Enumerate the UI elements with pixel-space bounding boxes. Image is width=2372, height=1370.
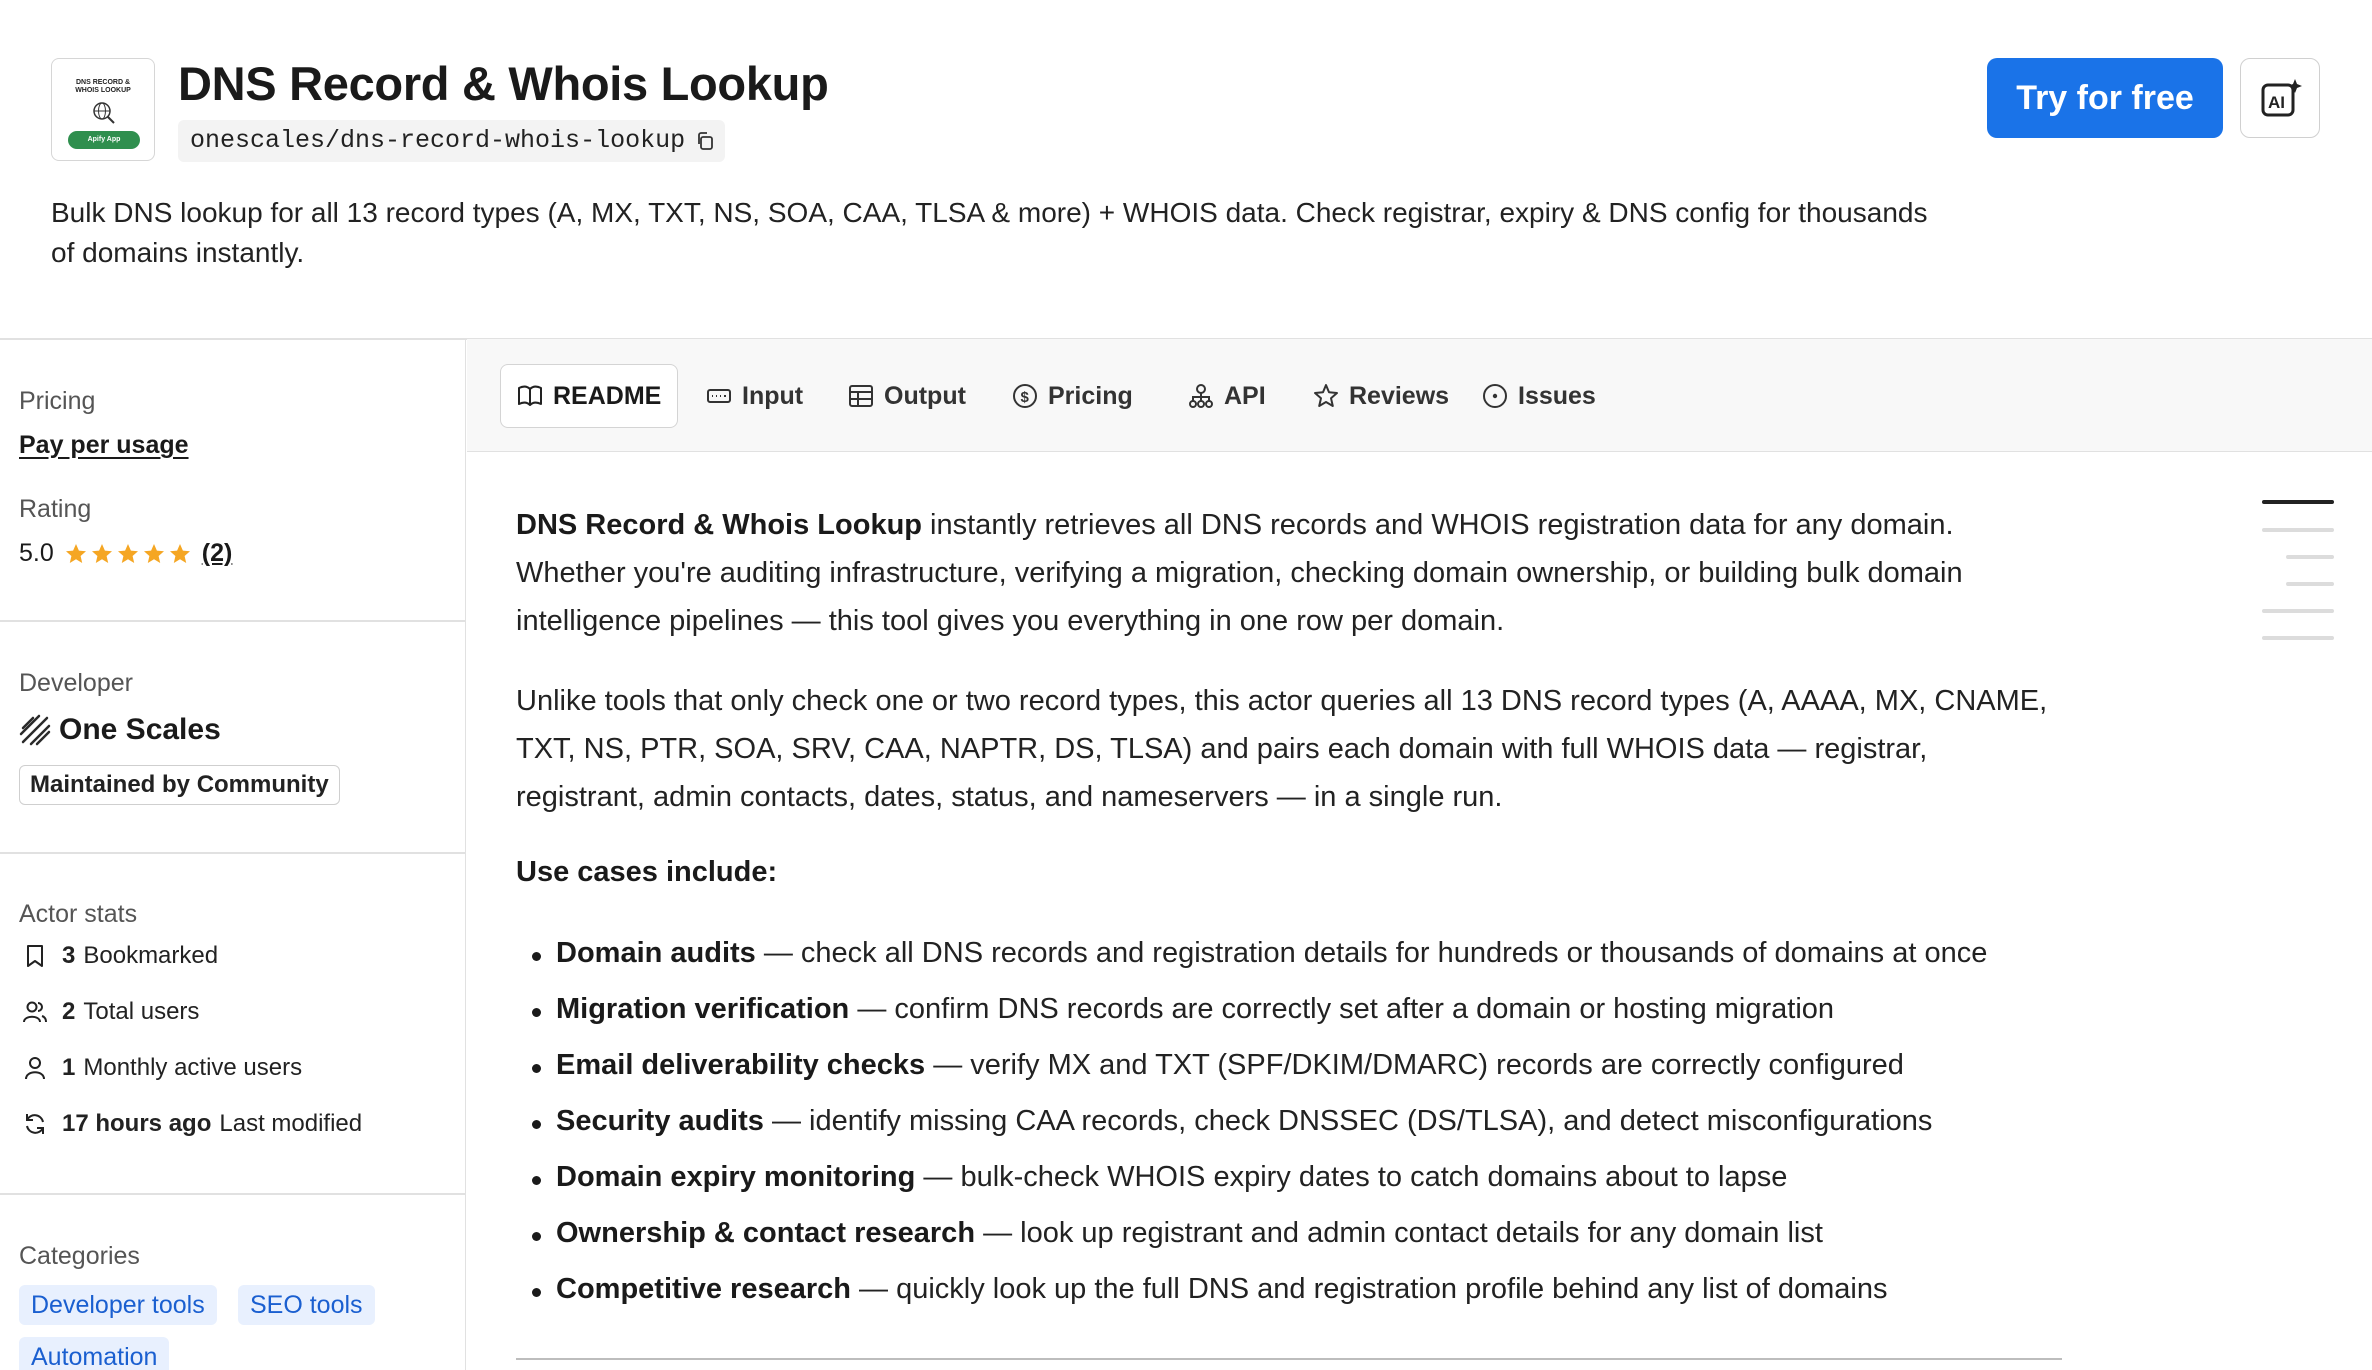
category-tag[interactable]: Developer tools xyxy=(19,1285,217,1325)
globe-search-icon xyxy=(92,101,116,125)
tab-label: Reviews xyxy=(1349,381,1450,410)
tab-label: Input xyxy=(742,381,804,410)
ai-assistant-button[interactable] xyxy=(2240,58,2320,138)
star-icon xyxy=(64,542,88,566)
input-icon xyxy=(706,383,732,409)
ai-sparkle-icon xyxy=(2259,77,2303,121)
sidebar-divider xyxy=(0,1193,466,1195)
refresh-icon xyxy=(22,1111,48,1137)
table-icon xyxy=(848,383,874,409)
list-item-text: — quickly look up the full DNS and registration profile behind any list of domains xyxy=(850,1273,1888,1305)
stat-value: 3 xyxy=(62,942,76,969)
toc-item[interactable] xyxy=(2262,528,2334,532)
list-item-text: — look up registrant and admin contact details for any domain list xyxy=(975,1217,1823,1249)
stat-value: 2 xyxy=(62,998,76,1025)
sidebar xyxy=(0,339,466,1370)
toc-item[interactable] xyxy=(2286,582,2334,586)
logo-text-line1: DNS RECORD & xyxy=(75,79,131,86)
logo-text-line2: WHOIS LOOKUP xyxy=(75,87,131,94)
stat-monthly-users xyxy=(22,1054,302,1082)
rating-count-link[interactable]: (2) xyxy=(201,539,233,567)
list-item xyxy=(556,1105,1932,1138)
star-icon xyxy=(168,542,192,566)
rating-row xyxy=(19,539,232,568)
content-divider xyxy=(516,1358,2062,1360)
readme-paragraph-text: instantly retrieves all DNS records and WHOIS registration data for any domain. Whether you're auditing infrastructure, verifying a migration, checking domain ownership, or building bulk domain intelligence pipelines — this tool gives you everything in one row per domain. xyxy=(516,509,1963,637)
stat-bookmarked xyxy=(22,942,218,970)
actor-header xyxy=(0,0,2372,338)
toc-item[interactable] xyxy=(2262,609,2334,613)
tab-pricing[interactable] xyxy=(996,364,1149,428)
page-title: DNS Record & Whois Lookup xyxy=(178,57,829,110)
star-outline-icon xyxy=(1313,383,1339,409)
one-scales-logo-icon xyxy=(19,714,51,746)
list-item-text: — check all DNS records and registration details for hundreds or thousands of domains at once xyxy=(755,937,1988,969)
list-item-title: Domain audits xyxy=(556,937,756,969)
tab-reviews[interactable] xyxy=(1297,364,1465,428)
tab-label: Issues xyxy=(1518,381,1596,410)
try-for-free-button[interactable]: Try for free xyxy=(1987,58,2223,138)
list-item-title: Competitive research xyxy=(556,1273,851,1305)
readme-paragraph-2: Unlike tools that only check one or two record types, this actor queries all 13 DNS record types (A, AAAA, MX, CNAME, TXT, NS, PTR, SOA, SRV, CAA, NAPTR, DS, TLSA) and pairs each domain with full WHOIS data — registrar, registrant, admin contacts, dates, status, and nameservers — in a single run. xyxy=(516,685,2048,813)
actor-description: Bulk DNS lookup for all 13 record types (A, MX, TXT, NS, SOA, CAA, TLSA & more) + WHOIS data. Check registrar, expiry & DNS config for thousands of domains instantly. xyxy=(51,197,1928,268)
api-icon xyxy=(1188,383,1214,409)
rating-stars xyxy=(64,542,192,566)
list-item-title: Email deliverability checks xyxy=(556,1049,926,1081)
actor-logo xyxy=(51,58,155,161)
star-icon xyxy=(116,542,140,566)
copy-icon[interactable] xyxy=(695,131,715,151)
developer-link[interactable] xyxy=(19,713,221,747)
actor-slug-text: onescales/dns-record-whois-lookup xyxy=(190,126,686,155)
stat-label: Monthly active users xyxy=(83,1054,303,1081)
book-icon xyxy=(517,383,543,409)
list-item-title: Ownership & contact research xyxy=(556,1217,976,1249)
dollar-icon xyxy=(1012,383,1038,409)
actor-stats-label: Actor stats xyxy=(19,900,138,928)
toc-item[interactable] xyxy=(2262,636,2334,640)
sidebar-divider xyxy=(0,852,466,854)
list-item-text: — confirm DNS records are correctly set after a domain or hosting migration xyxy=(849,993,1835,1025)
stat-label: Bookmarked xyxy=(83,942,219,969)
readme-paragraph-1 xyxy=(516,501,2056,645)
list-item xyxy=(556,1217,1823,1250)
rating-value: 5.0 xyxy=(19,539,54,567)
star-icon xyxy=(90,542,114,566)
stat-total-users xyxy=(22,998,199,1026)
stat-label: Total users xyxy=(83,998,200,1025)
list-item-title: Domain expiry monitoring xyxy=(556,1161,916,1193)
svg-text:$: $ xyxy=(1020,389,1029,406)
list-item xyxy=(556,937,1987,970)
list-item xyxy=(556,1161,1787,1194)
logo-app-badge: Apify App xyxy=(68,131,140,149)
category-tag[interactable]: SEO tools xyxy=(238,1285,375,1325)
list-item-text: — identify missing CAA records, check DNSSEC (DS/TLSA), and detect misconfigurations xyxy=(763,1105,1933,1137)
rating-label: Rating xyxy=(19,495,92,523)
toc-item-active[interactable] xyxy=(2262,500,2334,504)
tab-output[interactable] xyxy=(832,364,982,428)
actor-slug xyxy=(178,120,725,162)
pricing-label: Pricing xyxy=(19,387,96,415)
stat-label: Last modified xyxy=(219,1110,363,1137)
toc-item[interactable] xyxy=(2286,555,2334,559)
tab-label: Output xyxy=(884,381,966,410)
tab-label: README xyxy=(553,381,662,410)
list-item-text: — bulk-check WHOIS expiry dates to catch domains about to lapse xyxy=(915,1161,1788,1193)
user-icon xyxy=(22,1055,48,1081)
sidebar-divider xyxy=(0,620,466,622)
developer-name: One Scales xyxy=(59,713,221,746)
list-item-text: — verify MX and TXT (SPF/DKIM/DMARC) records are correctly configured xyxy=(925,1049,1904,1081)
use-cases-heading: Use cases include: xyxy=(516,856,778,888)
readme-product-name: DNS Record & Whois Lookup xyxy=(516,509,922,541)
tab-issues[interactable] xyxy=(1466,364,1612,428)
tab-api[interactable] xyxy=(1172,364,1282,428)
tab-readme[interactable] xyxy=(500,364,678,428)
category-tag[interactable]: Automation xyxy=(19,1337,169,1370)
stat-last-modified xyxy=(22,1110,362,1138)
list-item xyxy=(556,993,1834,1026)
list-item-title: Security audits xyxy=(556,1105,764,1137)
pay-per-usage-link[interactable]: Pay per usage xyxy=(19,431,189,459)
tab-bar xyxy=(467,339,2372,452)
svg-text:AI: AI xyxy=(2268,93,2285,112)
star-icon xyxy=(142,542,166,566)
bookmark-icon xyxy=(22,943,48,969)
stat-value: 1 xyxy=(62,1054,76,1081)
users-icon xyxy=(22,999,48,1025)
categories-label: Categories xyxy=(19,1242,140,1270)
list-item xyxy=(556,1273,1887,1306)
maintained-badge: Maintained by Community xyxy=(19,765,340,805)
tab-label: Pricing xyxy=(1048,381,1133,410)
developer-label: Developer xyxy=(19,669,133,697)
tab-label: API xyxy=(1224,381,1266,410)
list-item xyxy=(556,1049,1904,1082)
stat-value: 17 hours ago xyxy=(62,1110,212,1137)
tab-input[interactable] xyxy=(690,364,819,428)
list-item-title: Migration verification xyxy=(556,993,850,1025)
issue-icon xyxy=(1482,383,1508,409)
